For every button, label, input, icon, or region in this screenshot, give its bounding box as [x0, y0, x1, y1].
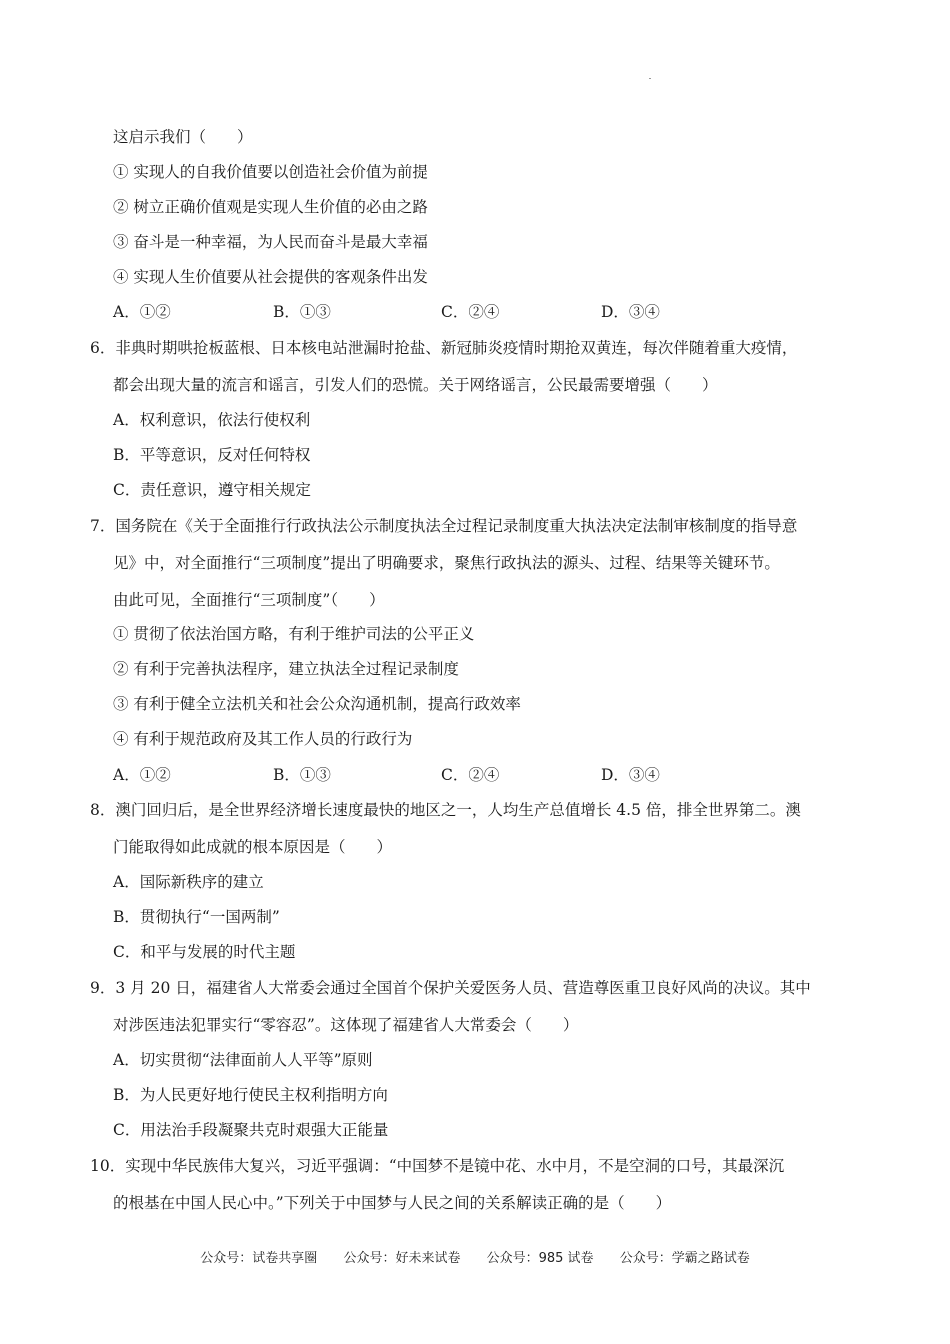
page-footer — [0, 1247, 950, 1266]
q8-stem-line-1: 8．澳门回归后，是全世界经济增长速度最快的地区之一，人均生产总值增长 4.5 倍，排全世界第二。澳 — [90, 801, 801, 819]
footer-account-4: 公众号：学霸之路试卷 — [619, 1251, 750, 1266]
scan-dot — [649, 78, 651, 79]
q5-option-b[interactable]: B．①③ — [273, 303, 331, 321]
q5-item-2: ② 树立正确价值观是实现人生价值的必由之路 — [113, 198, 428, 216]
q10-stem-line-2: 的根基在中国人民心中。”下列关于中国梦与人民之间的关系解读正确的是（ ） — [113, 1194, 672, 1212]
q6-stem-line-2: 都会出现大量的流言和谣言，引发人们的恐慌。关于网络谣言，公民最需要增强（ ） — [113, 376, 718, 394]
q5-item-3: ③ 奋斗是一种幸福，为人民而奋斗是最大幸福 — [113, 233, 428, 251]
q8-stem-line-2: 门能取得如此成就的根本原因是（ ） — [113, 838, 393, 856]
q7-item-1: ① 贯彻了依法治国方略，有利于维护司法的公平正义 — [113, 625, 475, 643]
q5-option-d[interactable]: D．③④ — [601, 303, 660, 321]
q7-option-d[interactable]: D．③④ — [601, 766, 660, 784]
q9-option-c[interactable]: C．用法治手段凝聚共克时艰强大正能量 — [113, 1121, 389, 1139]
q7-stem-line-3: 由此可见，全面推行“三项制度”（ ） — [113, 591, 385, 609]
q5-option-c[interactable]: C．②④ — [441, 303, 500, 321]
q8-option-a[interactable]: A．国际新秩序的建立 — [113, 873, 264, 891]
q9-option-b[interactable]: B．为人民更好地行使民主权利指明方向 — [113, 1086, 388, 1104]
q6-stem-line-1: 6．非典时期哄抢板蓝根、日本核电站泄漏时抢盐、新冠肺炎疫情时期抢双黄连，每次伴随着重大疫情， — [90, 339, 798, 357]
q9-option-a[interactable]: A．切实贯彻“法律面前人人平等”原则 — [113, 1051, 373, 1069]
q9-stem-line-2: 对涉医违法犯罪实行“零容忍”。这体现了福建省人大常委会（ ） — [113, 1016, 579, 1034]
q7-option-b[interactable]: B．①③ — [273, 766, 331, 784]
q7-option-a[interactable]: A．①② — [113, 766, 171, 784]
q6-option-b[interactable]: B．平等意识，反对任何特权 — [113, 446, 311, 464]
q7-stem-line-1: 7．国务院在《关于全面推行行政执法公示制度执法全过程记录制度重大执法决定法制审核制度的指导意 — [90, 517, 798, 535]
q6-option-a[interactable]: A．权利意识，依法行使权利 — [113, 411, 311, 429]
q9-stem-line-1: 9．3 月 20 日，福建省人大常委会通过全国首个保护关爱医务人员、营造尊医重卫良好风尚的决议。其中 — [90, 979, 811, 997]
footer-account-2: 公众号：好未来试卷 — [343, 1251, 461, 1266]
q7-option-c[interactable]: C．②④ — [441, 766, 500, 784]
footer-account-3: 公众号：985 试卷 — [486, 1251, 594, 1266]
footer-account-1: 公众号：试卷共享圈 — [200, 1251, 318, 1266]
q7-stem-line-2: 见》中，对全面推行“三项制度”提出了明确要求，聚焦行政执法的源头、过程、结果等关键环节。 — [113, 554, 780, 572]
q8-option-b[interactable]: B．贯彻执行“一国两制” — [113, 908, 280, 926]
q6-option-c[interactable]: C．责任意识，遵守相关规定 — [113, 481, 311, 499]
q7-item-3: ③ 有利于健全立法机关和社会公众沟通机制，提高行政效率 — [113, 695, 521, 713]
q5-stem-end: 这启示我们（ ） — [113, 128, 253, 146]
q5-item-1: ① 实现人的自我价值要以创造社会价值为前提 — [113, 163, 428, 181]
q5-item-4: ④ 实现人生价值要从社会提供的客观条件出发 — [113, 268, 428, 286]
q10-stem-line-1: 10．实现中华民族伟大复兴，习近平强调：“中国梦不是镜中花、水中月，不是空洞的口号，其最深沉 — [90, 1157, 785, 1175]
q7-item-2: ② 有利于完善执法程序，建立执法全过程记录制度 — [113, 660, 459, 678]
q7-item-4: ④ 有利于规范政府及其工作人员的行政行为 — [113, 730, 413, 748]
q5-option-a[interactable]: A．①② — [113, 303, 171, 321]
q8-option-c[interactable]: C．和平与发展的时代主题 — [113, 943, 296, 961]
